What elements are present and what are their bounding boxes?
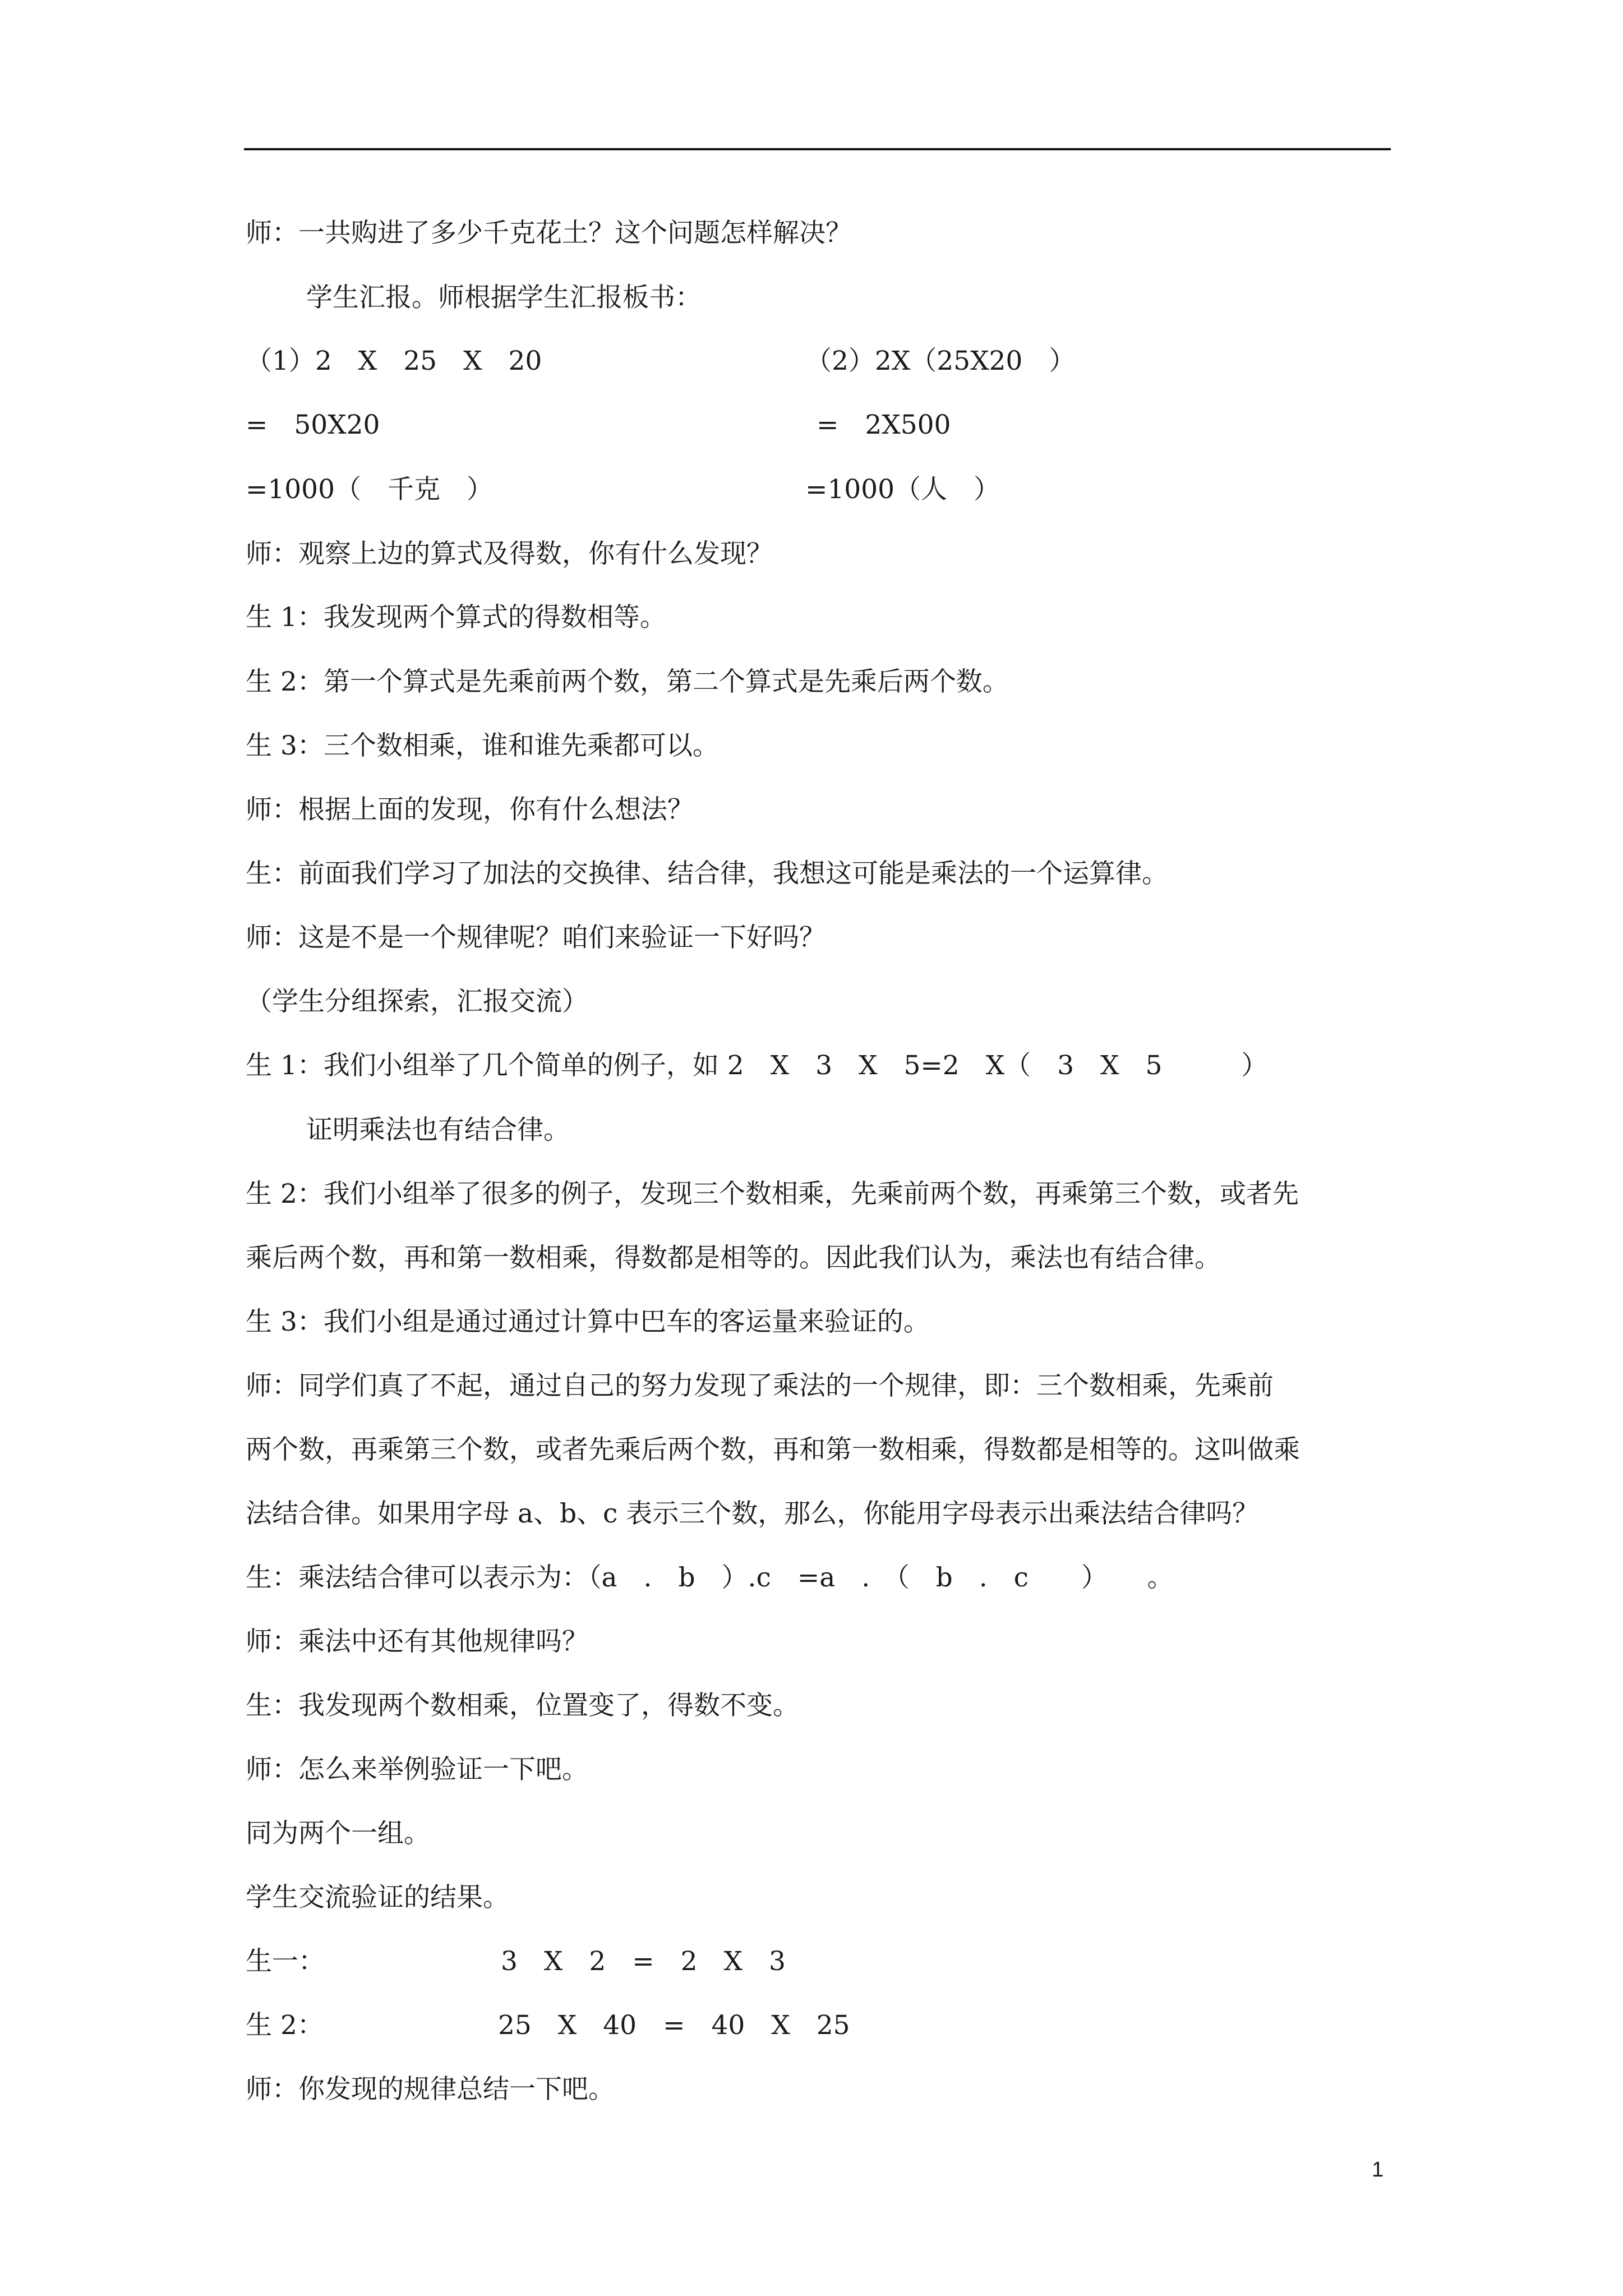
formula-line: = 2X500 [817,409,951,440]
formula-line: =1000（人 ） [805,474,1000,505]
text-line: 师：你发现的规律总结一下吧。 [246,2074,615,2105]
text-line: 证明乘法也有结合律。 [306,1115,570,1145]
text-line: 生 2： [246,2010,324,2041]
text-line: 师：根据上面的发现，你有什么想法？ [246,794,694,825]
text-line: 乘后两个数，再和第一数相乘，得数都是相等的。因此我们认为，乘法也有结合律。 [246,1243,1221,1273]
text-line: 生一： [246,1946,325,1977]
text-line: 同为两个一组。 [246,1818,430,1849]
header-rule [244,148,1391,150]
text-line: 生 1：我发现两个算式的得数相等。 [246,602,666,633]
formula-line: = 50X20 [246,409,380,440]
text-line: 师：一共购进了多少千克花土？这个问题怎样解决？ [246,218,852,249]
text-line: 生 1：我们小组举了几个简单的例子，如 2 X 3 X 5=2 X（ 3 X 5 ） [246,1050,1268,1081]
text-line: 学生交流验证的结果。 [246,1882,509,1913]
text-line: 师：观察上边的算式及得数，你有什么发现？ [246,539,773,569]
text-line: 生 2：我们小组举了很多的例子，发现三个数相乘，先乘前两个数，再乘第三个数，或者先 [246,1179,1299,1209]
text-line: 师：怎么来举例验证一下吧。 [246,1754,588,1785]
text-line: 师：同学们真了不起，通过自己的努力发现了乘法的一个规律，即：三个数相乘，先乘前 [246,1370,1274,1401]
text-line: 生：我发现两个数相乘，位置变了，得数不变。 [246,1690,799,1721]
text-line: 生：前面我们学习了加法的交换律、结合律，我想这可能是乘法的一个运算律。 [246,858,1168,889]
text-line: 法结合律。如果用字母 a、b、c 表示三个数，那么，你能用字母表示出乘法结合律吗？ [246,1498,1259,1529]
text-line: 两个数，再乘第三个数，或者先乘后两个数，再和第一数相乘，得数都是相等的。这叫做乘 [246,1434,1300,1465]
text-line: 生 3：三个数相乘，谁和谁先乘都可以。 [246,730,719,761]
formula-line: （2）2X（25X20 ） [805,346,1076,376]
text-line: 生：乘法结合律可以表示为：（a . b ）.c =a . （ b . c ） 。 [246,1562,1174,1593]
formula-line: （1）2 X 25 X 20 [246,346,542,376]
text-line: 师：乘法中还有其他规律吗？ [246,1626,588,1657]
text-line: 生 2：第一个算式是先乘前两个数，第二个算式是先乘后两个数。 [246,666,1009,697]
text-line: 学生汇报。师根据学生汇报板书： [306,282,702,313]
formula-line: 3 X 2 = 2 X 3 [501,1946,786,1977]
text-line: 生 3：我们小组是通过通过计算中巴车的客运量来验证的。 [246,1306,930,1337]
text-line: （学生分组探索，汇报交流） [246,986,588,1017]
text-line: 师：这是不是一个规律呢？咱们来验证一下好吗？ [246,922,826,953]
page-number: 1 [1372,2158,1384,2182]
formula-line: 25 X 40 = 40 X 25 [498,2010,850,2041]
formula-line: =1000（ 千克 ） [246,474,493,505]
